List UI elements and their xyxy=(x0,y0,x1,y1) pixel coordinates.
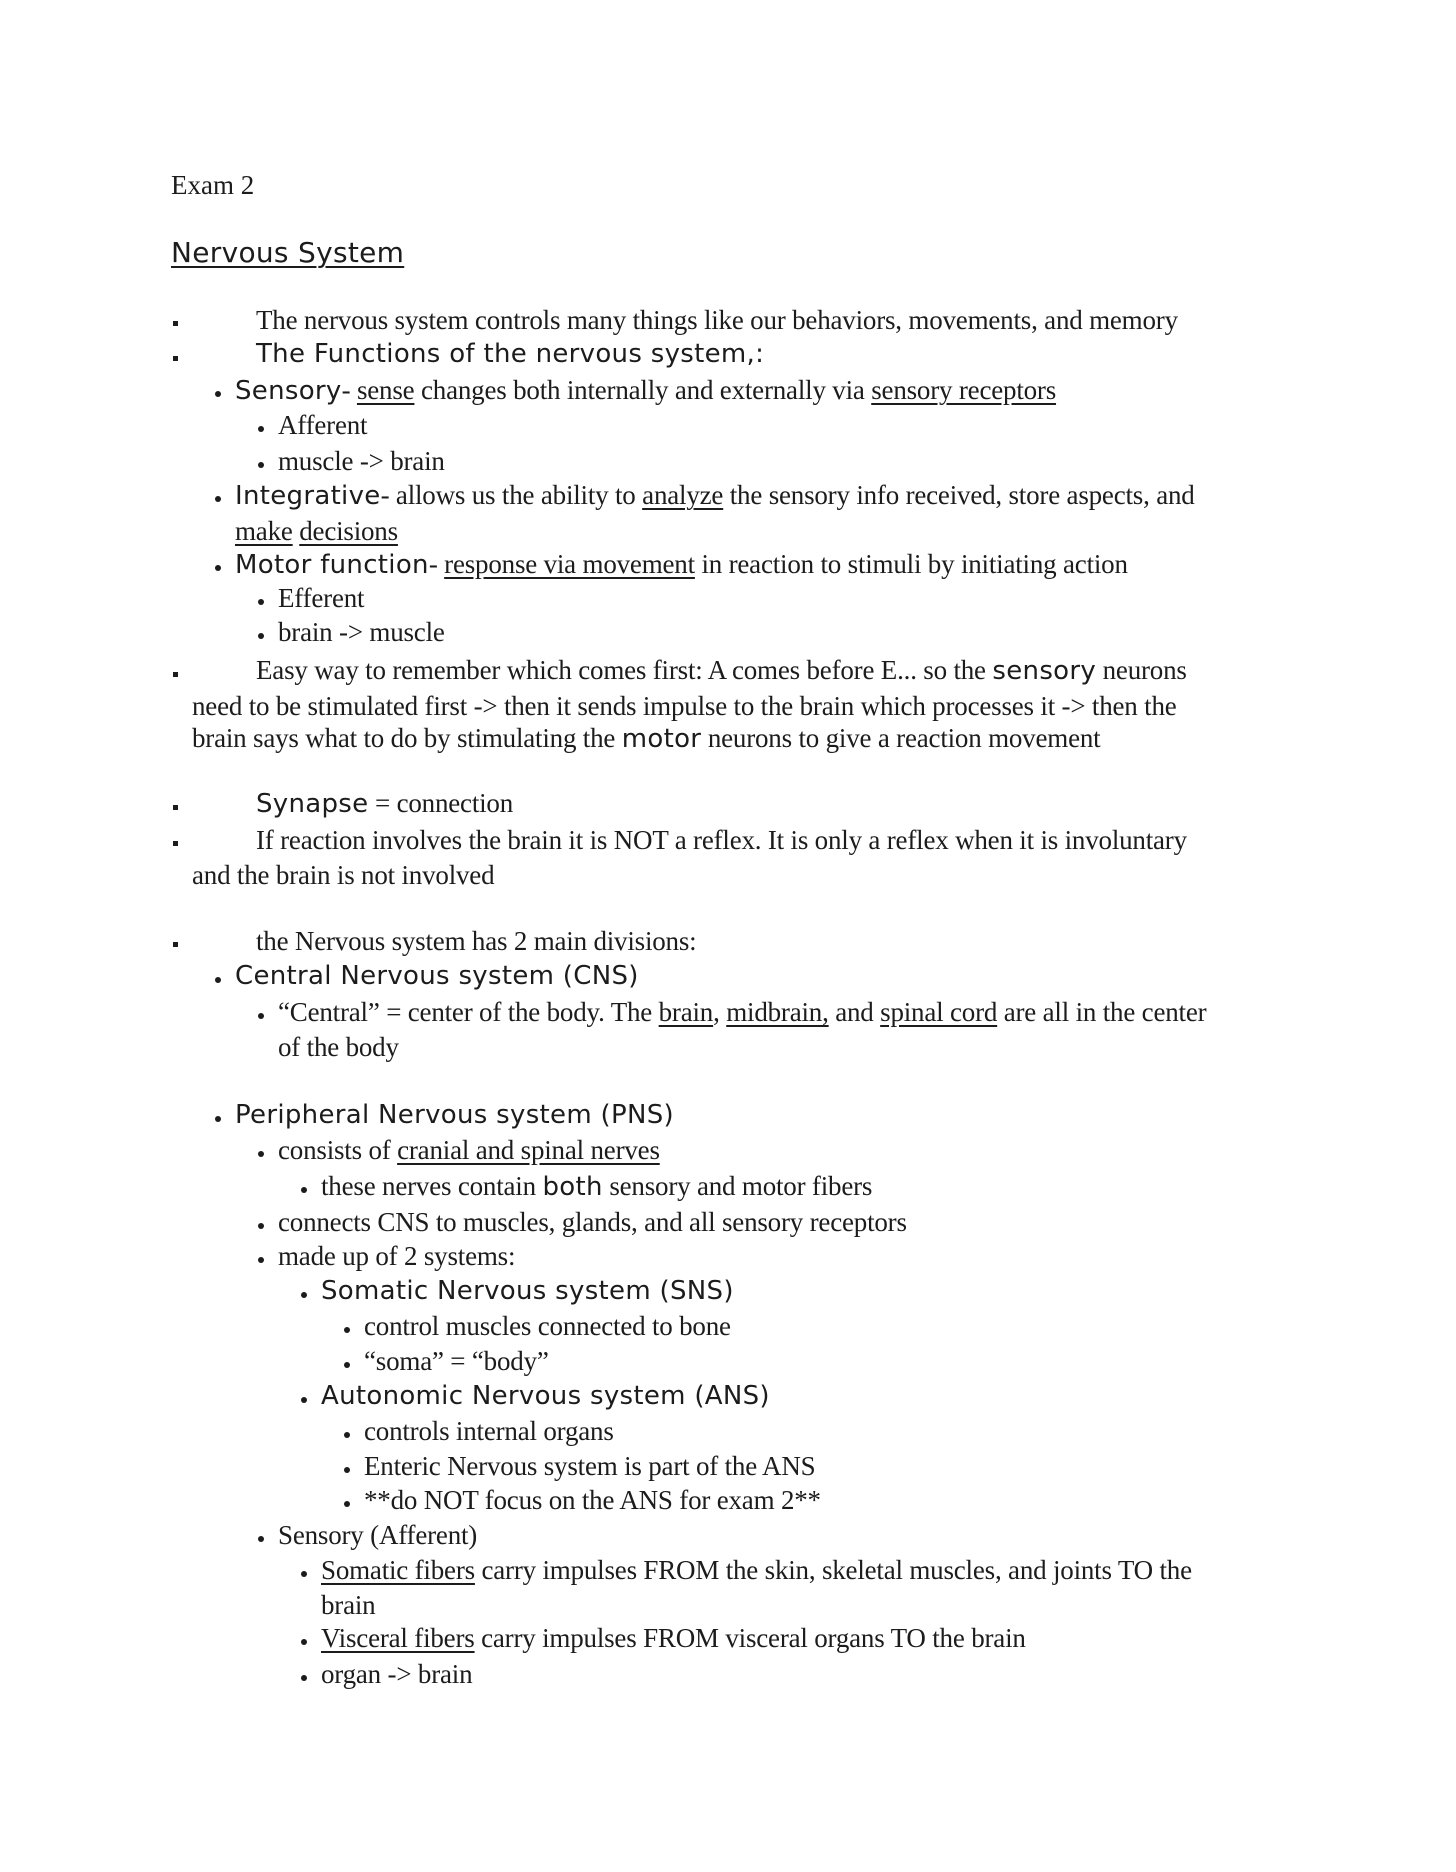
bullet xyxy=(344,1362,350,1368)
text-line: of the body xyxy=(278,1032,399,1062)
bullet xyxy=(301,1675,307,1681)
bullet xyxy=(258,1257,264,1263)
term-integrative: Integrative xyxy=(235,481,381,511)
bullet xyxy=(344,1432,350,1438)
bullet xyxy=(301,1292,307,1298)
bullet xyxy=(301,1639,307,1645)
sns-title: Somatic Nervous system (SNS) xyxy=(321,1276,734,1306)
text: consists of xyxy=(278,1135,398,1165)
underlined-text: brain xyxy=(658,997,714,1027)
text: Easy way to remember which comes first: A comes before E... so the xyxy=(256,655,993,685)
text: - allows us the ability to xyxy=(380,480,643,510)
bullet xyxy=(344,1467,350,1473)
text: - xyxy=(341,375,357,405)
term-motor: Motor function xyxy=(235,550,429,580)
term-both: both xyxy=(542,1172,603,1202)
text-line: brain -> muscle xyxy=(278,617,445,647)
ans-title: Autonomic Nervous system (ANS) xyxy=(321,1381,770,1411)
text-line xyxy=(192,720,1100,761)
document-title: Exam 2 xyxy=(171,170,255,200)
bullet xyxy=(173,942,178,947)
text-line: organ -> brain xyxy=(321,1659,473,1689)
text: “Central” = center of the body. The xyxy=(278,997,659,1027)
text-line: connects CNS to muscles, glands, and all sensory receptors xyxy=(278,1207,907,1237)
bullet xyxy=(258,633,264,639)
text: neurons to give a reaction movement xyxy=(701,723,1101,753)
underlined-text: sense xyxy=(356,375,415,405)
bullet xyxy=(258,1013,264,1019)
underlined-text: decisions xyxy=(299,516,398,546)
text: = connection xyxy=(368,788,514,818)
underlined-text: sensory receptors xyxy=(871,375,1057,405)
text: - xyxy=(428,549,445,579)
text: and xyxy=(828,997,881,1027)
text-line: If reaction involves the brain it is NOT a reflex. It is only a reflex when it is involuntary xyxy=(256,825,1187,855)
bullet xyxy=(215,565,221,571)
bullet xyxy=(215,1116,221,1122)
text-line xyxy=(235,513,398,549)
text-line xyxy=(321,1620,1026,1656)
bullet xyxy=(215,977,221,983)
text-line xyxy=(321,1168,872,1209)
text-line: Efferent xyxy=(278,583,365,613)
underlined-text: response via movement xyxy=(444,549,695,579)
underlined-text: midbrain, xyxy=(726,997,829,1027)
text-line: “soma” = “body” xyxy=(364,1346,549,1376)
text-line xyxy=(256,785,513,826)
text-line xyxy=(278,1132,660,1168)
bullet xyxy=(173,672,178,677)
text-line: The Functions of the nervous system,: xyxy=(256,339,765,369)
bullet xyxy=(301,1187,307,1193)
bullet xyxy=(215,496,221,502)
text-line: made up of 2 systems: xyxy=(278,1241,516,1271)
underlined-text: Somatic fibers xyxy=(321,1555,475,1585)
text-line: brain xyxy=(321,1590,376,1620)
cns-title: Central Nervous system (CNS) xyxy=(235,961,639,991)
text: changes both internally and externally via xyxy=(414,375,872,405)
text: neurons xyxy=(1096,655,1187,685)
integrative-item xyxy=(235,477,1195,518)
text: these nerves contain xyxy=(321,1171,543,1201)
text-line: muscle -> brain xyxy=(278,446,445,476)
bullet xyxy=(344,1501,350,1507)
bullet xyxy=(301,1571,307,1577)
bullet xyxy=(344,1327,350,1333)
text: the sensory info received, store aspects, and xyxy=(723,480,1195,510)
bullet xyxy=(173,841,178,846)
bullet xyxy=(258,426,264,432)
pns-title: Peripheral Nervous system (PNS) xyxy=(235,1100,674,1130)
bullet xyxy=(258,1536,264,1542)
text-line: Afferent xyxy=(278,410,368,440)
bullet xyxy=(258,1151,264,1157)
text-line xyxy=(321,1552,1192,1588)
text-line: need to be stimulated first -> then it sends impulse to the brain which processes it -> then the xyxy=(192,691,1177,721)
term-synapse: Synapse xyxy=(256,789,369,819)
text-line: controls internal organs xyxy=(364,1416,614,1446)
term-sensory: Sensory xyxy=(235,376,342,406)
text-line: control muscles connected to bone xyxy=(364,1311,731,1341)
bullet xyxy=(173,356,178,361)
text-line xyxy=(256,652,1187,693)
bullet xyxy=(258,462,264,468)
text-line: and the brain is not involved xyxy=(192,860,495,890)
text: carry impulses FROM visceral organs TO the brain xyxy=(474,1623,1026,1653)
text-line: **do NOT focus on the ANS for exam 2** xyxy=(364,1485,821,1515)
bullet xyxy=(258,599,264,605)
underlined-text: Visceral fibers xyxy=(321,1623,475,1653)
bullet xyxy=(258,1223,264,1229)
text-line: Enteric Nervous system is part of the ANS xyxy=(364,1451,816,1481)
term-sensory: sensory xyxy=(992,656,1097,686)
underlined-text: cranial and spinal nerves xyxy=(397,1135,660,1165)
text: , xyxy=(713,997,727,1027)
bullet xyxy=(301,1397,307,1403)
text-line: the Nervous system has 2 main divisions: xyxy=(256,926,697,956)
term-motor: motor xyxy=(621,724,702,754)
text: in reaction to stimuli by initiating action xyxy=(694,549,1128,579)
bullet xyxy=(215,391,221,397)
underlined-text: spinal cord xyxy=(880,997,998,1027)
text: carry impulses FROM the skin, skeletal muscles, and joints TO the xyxy=(474,1555,1192,1585)
bullet xyxy=(173,321,178,326)
text: sensory and motor fibers xyxy=(602,1171,873,1201)
underlined-text: make xyxy=(235,516,293,546)
text-line: The nervous system controls many things like our behaviors, movements, and memory xyxy=(256,305,1178,335)
bullet xyxy=(173,805,178,810)
text-line: Sensory (Afferent) xyxy=(278,1520,478,1550)
motor-item xyxy=(235,546,1128,587)
underlined-text: analyze xyxy=(642,480,724,510)
text: brain says what to do by stimulating the xyxy=(192,723,622,753)
text-line xyxy=(278,994,1206,1030)
text: are all in the center xyxy=(997,997,1207,1027)
section-heading: Nervous System xyxy=(171,236,405,269)
